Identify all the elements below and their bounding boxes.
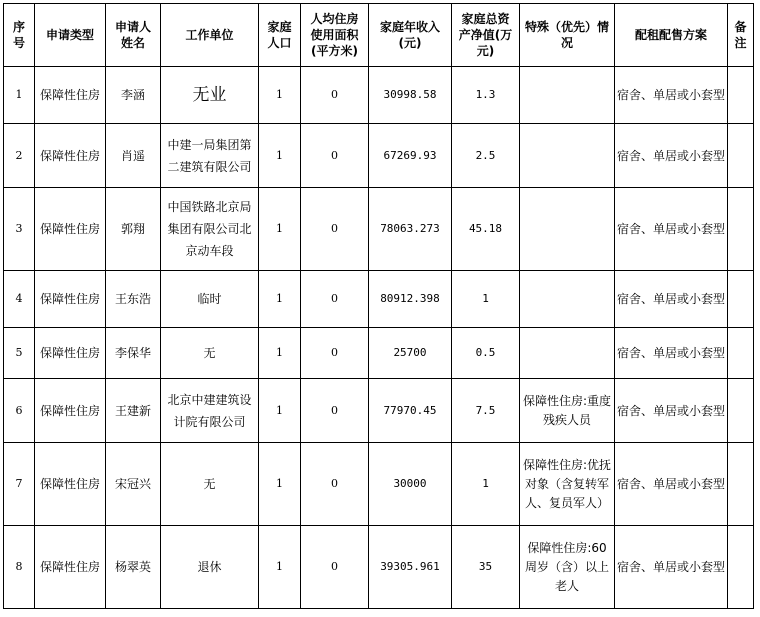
cell-income: 67269.93	[369, 124, 452, 188]
cell-name: 肖遥	[106, 124, 161, 188]
cell-type: 保障性住房	[35, 526, 106, 609]
cell-income: 25700	[369, 328, 452, 379]
cell-family: 1	[259, 443, 301, 526]
cell-special	[520, 271, 615, 328]
cell-work: 中国铁路北京局集团有限公司北京动车段	[161, 188, 259, 271]
cell-type: 保障性住房	[35, 379, 106, 443]
cell-name: 宋冠兴	[106, 443, 161, 526]
table-row	[4, 443, 754, 526]
cell-area: 0	[301, 328, 369, 379]
cell-work: 中建一局集团第二建筑有限公司	[161, 124, 259, 188]
cell-special: 保障性住房:60周岁（含）以上老人	[520, 526, 615, 609]
cell-assets: 2.5	[452, 124, 520, 188]
cell-remark	[728, 328, 754, 379]
cell-assets: 1	[452, 271, 520, 328]
cell-remark	[728, 271, 754, 328]
cell-income: 30998.58	[369, 67, 452, 124]
cell-name: 李保华	[106, 328, 161, 379]
cell-assets: 0.5	[452, 328, 520, 379]
cell-plan: 宿舍、单居或小套型	[615, 526, 728, 609]
cell-idx: 4	[4, 271, 35, 328]
cell-name: 王东浩	[106, 271, 161, 328]
col-header-income: 家庭年收入(元)	[369, 4, 452, 67]
cell-income: 39305.961	[369, 526, 452, 609]
cell-remark	[728, 379, 754, 443]
cell-area: 0	[301, 443, 369, 526]
cell-plan: 宿舍、单居或小套型	[615, 271, 728, 328]
cell-special: 保障性住房:重度残疾人员	[520, 379, 615, 443]
cell-assets: 35	[452, 526, 520, 609]
cell-work: 无	[161, 443, 259, 526]
cell-plan: 宿舍、单居或小套型	[615, 443, 728, 526]
table-row	[4, 328, 754, 379]
col-header-work: 工作单位	[161, 4, 259, 67]
cell-assets: 1.3	[452, 67, 520, 124]
cell-remark	[728, 188, 754, 271]
col-header-special: 特殊（优先）情况	[520, 4, 615, 67]
col-header-area: 人均住房使用面积(平方米)	[301, 4, 369, 67]
cell-area: 0	[301, 124, 369, 188]
cell-work: 临时	[161, 271, 259, 328]
cell-family: 1	[259, 124, 301, 188]
table-header-row	[4, 4, 754, 67]
col-header-family: 家庭人口	[259, 4, 301, 67]
cell-work: 北京中建建筑设计院有限公司	[161, 379, 259, 443]
col-header-assets: 家庭总资产净值(万元)	[452, 4, 520, 67]
cell-name: 郭翔	[106, 188, 161, 271]
cell-income: 77970.45	[369, 379, 452, 443]
cell-special	[520, 124, 615, 188]
cell-family: 1	[259, 526, 301, 609]
cell-type: 保障性住房	[35, 328, 106, 379]
cell-name: 杨翠英	[106, 526, 161, 609]
cell-idx: 8	[4, 526, 35, 609]
cell-special	[520, 67, 615, 124]
cell-idx: 2	[4, 124, 35, 188]
cell-plan: 宿舍、单居或小套型	[615, 328, 728, 379]
cell-type: 保障性住房	[35, 271, 106, 328]
cell-assets: 45.18	[452, 188, 520, 271]
cell-assets: 1	[452, 443, 520, 526]
cell-family: 1	[259, 328, 301, 379]
cell-area: 0	[301, 379, 369, 443]
cell-remark	[728, 443, 754, 526]
cell-type: 保障性住房	[35, 124, 106, 188]
cell-type: 保障性住房	[35, 188, 106, 271]
col-header-type: 申请类型	[35, 4, 106, 67]
cell-assets: 7.5	[452, 379, 520, 443]
cell-plan: 宿舍、单居或小套型	[615, 188, 728, 271]
cell-plan: 宿舍、单居或小套型	[615, 124, 728, 188]
cell-plan: 宿舍、单居或小套型	[615, 67, 728, 124]
cell-special: 保障性住房:优抚对象（含复转军人、复员军人）	[520, 443, 615, 526]
col-header-remark: 备注	[728, 4, 754, 67]
cell-income: 30000	[369, 443, 452, 526]
cell-area: 0	[301, 271, 369, 328]
cell-special	[520, 188, 615, 271]
cell-type: 保障性住房	[35, 67, 106, 124]
table-row	[4, 271, 754, 328]
cell-work: 退休	[161, 526, 259, 609]
cell-plan: 宿舍、单居或小套型	[615, 379, 728, 443]
table-row	[4, 379, 754, 443]
cell-idx: 3	[4, 188, 35, 271]
cell-remark	[728, 526, 754, 609]
cell-area: 0	[301, 67, 369, 124]
cell-income: 80912.398	[369, 271, 452, 328]
cell-family: 1	[259, 188, 301, 271]
cell-income: 78063.273	[369, 188, 452, 271]
table-row	[4, 188, 754, 271]
table-row	[4, 67, 754, 124]
table-row	[4, 124, 754, 188]
cell-area: 0	[301, 526, 369, 609]
cell-family: 1	[259, 67, 301, 124]
col-header-idx: 序号	[4, 4, 35, 67]
col-header-plan: 配租配售方案	[615, 4, 728, 67]
cell-type: 保障性住房	[35, 443, 106, 526]
cell-work: 无	[161, 328, 259, 379]
cell-area: 0	[301, 188, 369, 271]
cell-remark	[728, 124, 754, 188]
cell-idx: 5	[4, 328, 35, 379]
cell-name: 李涵	[106, 67, 161, 124]
table-row	[4, 526, 754, 609]
cell-family: 1	[259, 379, 301, 443]
cell-idx: 6	[4, 379, 35, 443]
cell-work: 无业	[161, 67, 259, 124]
cell-name: 王建新	[106, 379, 161, 443]
cell-special	[520, 328, 615, 379]
cell-remark	[728, 67, 754, 124]
col-header-name: 申请人姓名	[106, 4, 161, 67]
cell-family: 1	[259, 271, 301, 328]
applicant-table	[3, 3, 754, 609]
cell-idx: 7	[4, 443, 35, 526]
cell-idx: 1	[4, 67, 35, 124]
